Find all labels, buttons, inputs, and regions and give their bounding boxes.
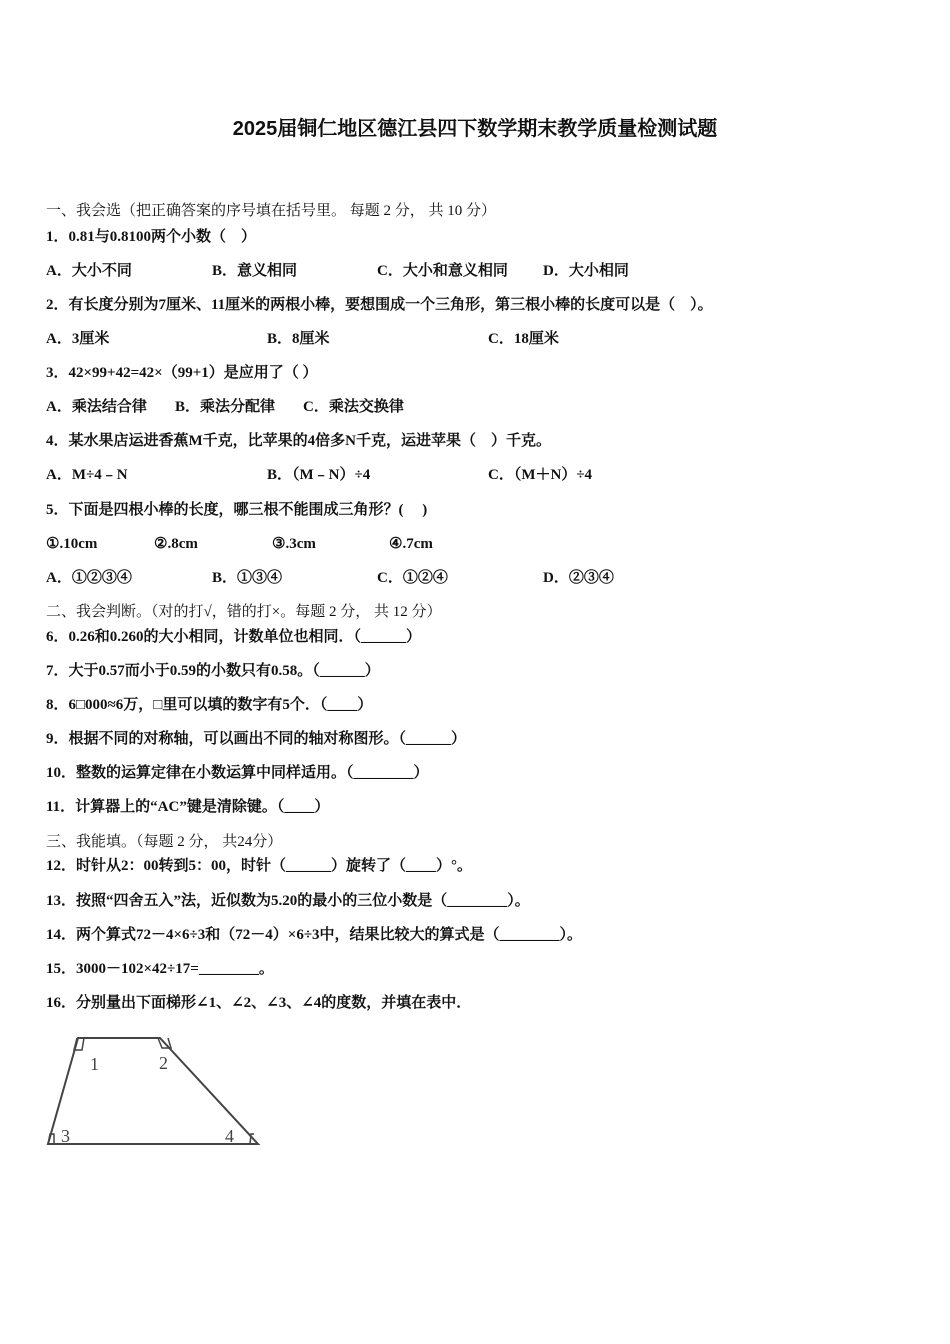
angle-1-label: 1 (90, 1054, 99, 1074)
question-9: 9．根据不同的对称轴，可以画出不同的轴对称图形。（______） (46, 731, 467, 747)
option-a: A．3厘米 (46, 331, 110, 347)
question-11: 11．计算器上的“AC”键是清除键。（____） (46, 799, 330, 815)
angle-4-label: 4 (225, 1126, 234, 1146)
question-1: 1．0.81与0.8100两个小数（ ） (46, 229, 257, 245)
trapezoid-figure (40, 1030, 270, 1155)
option-b: B．（M﹣N）÷4 (267, 467, 371, 483)
stick-1: ①.10cm (46, 536, 98, 552)
option-c: C．18厘米 (488, 331, 559, 347)
question-7: 7．大于0.57而小于0.59的小数只有0.58。（______） (46, 663, 380, 679)
option-a: A．①②③④ (46, 570, 132, 586)
option-c: C．①②④ (377, 570, 448, 586)
page-title: 2025届铜仁地区德江县四下数学期末教学质量检测试题 (232, 118, 718, 140)
question-15: 15．3000－102×42÷17=________。 (46, 961, 274, 977)
option-c: C．大小和意义相同 (377, 263, 508, 279)
section-2-heading: 二、我会判断。（对的打√，错的打×。每题 2 分， 共 12 分） (46, 604, 442, 620)
section-3-heading: 三、我能填。（每题 2 分， 共24分） (46, 834, 283, 850)
question-5-options (46, 569, 846, 587)
question-2-options (46, 330, 846, 348)
question-13: 13．按照“四舍五入”法，近似数为5.20的最小的三位小数是（________）。 (46, 893, 530, 909)
option-b: B．①③④ (212, 570, 283, 586)
option-a: A．乘法结合律 (46, 399, 147, 415)
angle-3-label: 3 (61, 1126, 70, 1146)
option-a: A．大小不同 (46, 263, 132, 279)
stick-3: ③.3cm (272, 536, 316, 552)
stick-2: ②.8cm (154, 536, 198, 552)
question-8: 8．6□000≈6万，□里可以填的数字有5个．（____） (46, 697, 373, 713)
question-16: 16．分别量出下面梯形∠1、∠2、∠3、∠4的度数，并填在表中． (46, 995, 472, 1011)
angle-2-label: 2 (159, 1053, 168, 1073)
question-1-options (46, 262, 846, 280)
question-14: 14．两个算式72－4×6÷3和（72－4）×6÷3中，结果比较大的算式是（________）。 (46, 927, 583, 943)
option-c: C．（M＋N）÷4 (488, 467, 593, 483)
option-a: A．M÷4﹣N (46, 467, 128, 483)
question-5-sticks (46, 535, 846, 553)
option-b: B．乘法分配律 (175, 399, 276, 415)
section-1-heading: 一、我会选（把正确答案的序号填在括号里。 每题 2 分， 共 10 分） (46, 203, 497, 219)
question-12: 12．时针从2：00转到5：00，时针（______）旋转了（____）°。 (46, 858, 473, 874)
question-5: 5．下面是四根小棒的长度，哪三根不能围成三角形？( ) (46, 502, 428, 518)
question-3: 3．42×99+42=42×（99+1）是应用了（ ） (46, 365, 318, 381)
option-d: D．②③④ (543, 570, 614, 586)
question-3-options (46, 398, 846, 416)
question-4: 4．某水果店运进香蕉M千克，比苹果的4倍多N千克，运进苹果（ ）千克。 (46, 433, 551, 449)
option-c: C．乘法交换律 (303, 399, 404, 415)
option-b: B．8厘米 (267, 331, 330, 347)
option-b: B．意义相同 (212, 263, 298, 279)
question-4-options (46, 466, 846, 484)
option-d: D．大小相同 (543, 263, 629, 279)
stick-4: ④.7cm (389, 536, 433, 552)
question-2: 2．有长度分别为7厘米、11厘米的两根小棒，要想围成一个三角形，第三根小棒的长度可以是（ ）。 (46, 297, 713, 313)
question-10: 10．整数的运算定律在小数运算中同样适用。（________） (46, 765, 429, 781)
question-6: 6．0.26和0.260的大小相同，计数单位也相同．（______） (46, 629, 422, 645)
